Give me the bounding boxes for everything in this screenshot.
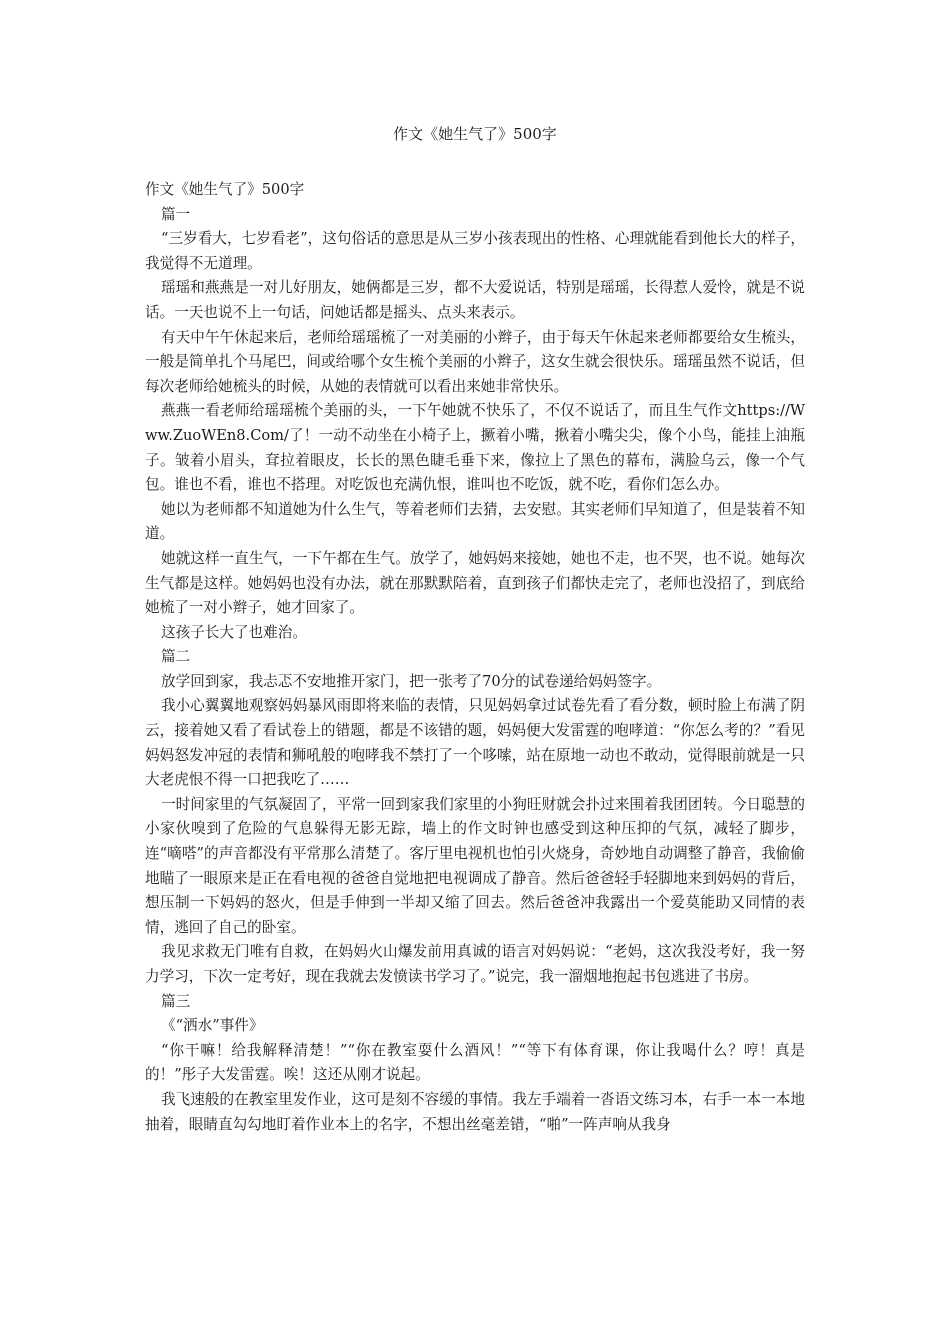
paragraph: 她以为老师都不知道她为什么生气，等着老师们去猜，去安慰。其实老师们早知道了，但是装着不知道。 (145, 500, 805, 543)
page-title: 作文《她生气了》500字 (393, 125, 557, 143)
paragraph: “你干嘛！给我解释清楚！”“你在教室耍什么酒风！”“等下有体育课，你让我喝什么？哼！真是的！”彤子大发雷霆。唉！这还从刚才说起。 (145, 1041, 805, 1084)
document-heading: 作文《她生气了》500字 (145, 181, 305, 198)
section-heading: 篇二 (161, 648, 191, 666)
paragraph: 她就这样一直生气，一下午都在生气。放学了，她妈妈来接她，她也不走，也不哭，也不说。她每次生气都是这样。她妈妈也没有办法，就在那默默陪着，直到孩子们都快走完了，老师也没招了，到底给她梳了一对小辫子，她才回家了。 (145, 549, 805, 617)
paragraph-list (145, 203, 805, 1138)
section-heading: 篇三 (161, 992, 191, 1010)
document-body (145, 178, 805, 1137)
paragraph: 我见求救无门唯有自救，在妈妈火山爆发前用真诚的语言对妈妈说：“老妈，这次我没考好，我一努力学习，下次一定考好，现在我就去发愤读书学习了。”说完，我一溜烟地抱起书包逃进了书房。 (145, 943, 805, 985)
paragraph: 我飞速般的在教室里发作业，这可是刻不容缓的事情。我左手端着一沓语文练习本，右手一本一本地抽着，眼睛直勾勾地盯着作业本上的名字，不想出丝毫差错，“啪”一阵声响从我身 (145, 1090, 805, 1133)
paragraph: 燕燕一看老师给瑶瑶梳个美丽的头，一下午她就不快乐了，不仅不说话了，而且生气作文https://Www.ZuoWEn8.Com/了！一动不动坐在小椅子上，撅着小嘴，揪着小嘴尖尖，像个小鸟，能挂上油瓶子。皱着小眉头，耷拉着眼皮，长长的黑色睫毛垂下来，像拉上了黑色的幕布，满脸乌云，像一个气包。谁也不看，谁也不搭理。对吃饭也充满仇恨，谁叫也不吃饭，就不吃，看你们怎么办。 (145, 402, 805, 494)
paragraph: 有天中午午休起来后，老师给瑶瑶梳了一对美丽的小辫子，由于每天午休起来老师都要给女生梳头，一般是简单扎个马尾巴，间或给哪个女生梳个美丽的小辫子，这女生就会很快乐。瑶瑶虽然不说话，但每次老师给她梳头的时候，从她的表情就可以看出来她非常快乐。 (145, 328, 805, 395)
paragraph: “三岁看大，七岁看老”，这句俗话的意思是从三岁小孩表现出的性格、心理就能看到他长大的样子，我觉得不无道理。 (145, 230, 805, 272)
paragraph: 放学回到家，我忐忑不安地推开家门，把一张考了70分的试卷递给妈妈签字。 (161, 672, 662, 690)
paragraph: 我小心翼翼地观察妈妈暴风雨即将来临的表情，只见妈妈拿过试卷先看了看分数，顿时脸上布满了阴云，接着她又看了看试卷上的错题，都是不该错的题，妈妈便大发雷霆的咆哮道：“你怎么考的？”看见妈妈怒发冲冠的表情和狮吼般的咆哮我不禁打了一个哆嗦，站在原地一动也不敢动，觉得眼前就是一只大老虎恨不得一口把我吃了…… (145, 697, 805, 789)
paragraph: 《“洒水”事件》 (161, 1017, 264, 1035)
paragraph: 这孩子长大了也难治。 (161, 623, 307, 641)
section-heading: 篇一 (161, 205, 191, 223)
paragraph: 瑶瑶和燕燕是一对儿好朋友，她俩都是三岁，都不大爱说话，特别是瑶瑶，长得惹人爱怜，就是不说话。一天也说不上一句话，问她话都是摇头、点头来表示。 (145, 279, 805, 321)
paragraph: 一时间家里的气氛凝固了，平常一回到家我们家里的小狗旺财就会扑过来围着我团团转。今日聪慧的小家伙嗅到了危险的气息躲得无影无踪，墙上的作文时钟也感受到这种压抑的气氛，减轻了脚步，连“嘀嗒”的声音都没有平常那么清楚了。客厅里电视机也怕引火烧身，奇妙地自动调整了静音，我偷偷地瞄了一眼原来是正在看电视的爸爸自觉地把电视调成了静音。然后爸爸轻手轻脚地来到妈妈的背后，想压制一下妈妈的怒火，但是手伸到一半却又缩了回去。然后爸爸冲我露出一个爱莫能助又同情的表情，逃回了自己的卧室。 (145, 795, 805, 936)
